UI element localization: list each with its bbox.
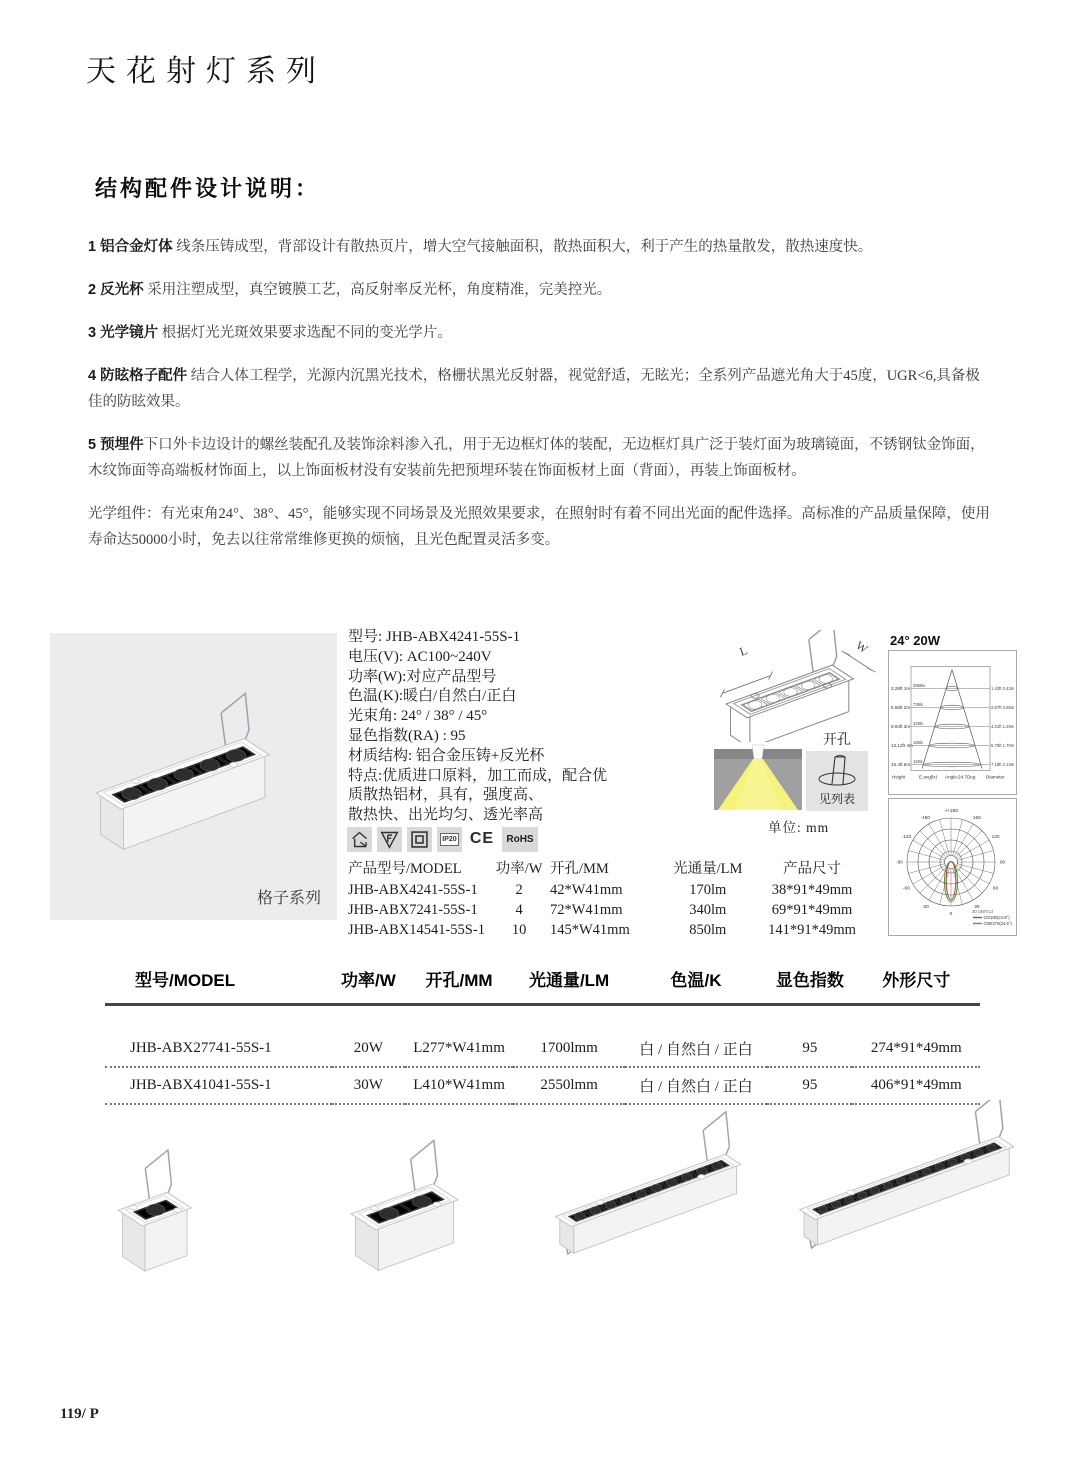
description-paragraph: 3 光学镜片 根据灯光光斑效果要求选配不同的变光学片。: [88, 325, 452, 341]
paragraph-lead: 2 反光杯: [88, 282, 144, 298]
svg-text:-90: -90: [896, 860, 903, 866]
column-header: 外形尺寸: [852, 960, 980, 1005]
svg-text:0: 0: [949, 912, 953, 918]
column-header: 开孔/MM: [550, 861, 609, 877]
svg-text:Diameter: Diameter: [986, 774, 1005, 780]
fixture-notch: [752, 745, 764, 759]
table-row: [105, 1067, 980, 1104]
spec-line: 材质结构: 铝合金压铸+反光杯: [348, 747, 545, 764]
spec-line: 显色指数(RA) : 95: [348, 727, 466, 744]
table-cell: 145*W41mm: [550, 921, 630, 938]
product-photo-10cell: [532, 1106, 777, 1278]
svg-text:C0/180(24.8°): C0/180(24.8°): [983, 915, 1010, 920]
svg-text:-150: -150: [920, 816, 931, 821]
page-number: 119/ P: [60, 1406, 99, 1422]
table-cell: 141*91*49mm: [768, 921, 856, 938]
svg-text:-/+180: -/+180: [944, 809, 958, 815]
svg-text:60: 60: [992, 886, 999, 892]
svg-text:739lx: 739lx: [913, 702, 924, 707]
dimension-label-w: W: [853, 638, 871, 657]
beam-spread-diagram: [714, 742, 802, 810]
table-cell: 2550lmm: [513, 1067, 624, 1104]
series-label: 格子系列: [256, 890, 321, 907]
spec-line: 型号: JHB-ABX4241-55S-1: [348, 629, 521, 645]
table-cell: 2: [515, 881, 523, 898]
rohs-badge: RoHS: [502, 827, 538, 852]
dimension-label-l: L: [737, 643, 750, 659]
description-paragraphs: [88, 234, 994, 570]
svg-text:328lx: 328lx: [913, 721, 924, 726]
column-header: 色温/K: [625, 960, 767, 1005]
spec-line: 色温(K):暖白/自然白/正白: [348, 688, 517, 705]
svg-text:E.avg(lx): E.avg(lx): [919, 774, 938, 780]
certification-icons: [347, 826, 538, 852]
table-cell: 406*91*49mm: [852, 1067, 980, 1104]
table-cell: L277*W41mm: [405, 1005, 514, 1068]
product-photo-1cell: [62, 1106, 287, 1291]
table-cell: 10: [511, 921, 527, 938]
table-cell: 95: [767, 1067, 852, 1104]
spec-line: 散热快、出光均匀、透光率高: [348, 807, 544, 824]
table-cell: JHB-ABX14541-55S-1: [348, 921, 485, 938]
product-photo-grid-series: [68, 663, 318, 873]
svg-text:13.12ft 4m: 13.12ft 4m: [891, 743, 913, 748]
svg-text:90: 90: [999, 860, 1006, 866]
ip20-badge: IP20: [437, 827, 462, 852]
svg-text:150: 150: [972, 816, 981, 821]
table-cell: 20W: [332, 1005, 405, 1068]
product-spec-lines: [348, 628, 693, 826]
description-paragraph: 2 反光杯 采用注塑成型，真空镀膜工艺，高反射率反光杯，角度精准，完美控光。: [88, 282, 612, 298]
svg-text:118lx: 118lx: [913, 759, 923, 764]
column-header: 光通量/LM: [673, 861, 743, 877]
column-header: 产品尺寸: [783, 861, 841, 877]
table-cell: 72*W41mm: [550, 901, 623, 918]
table-cell: 38*91*49mm: [771, 881, 853, 898]
spec-line: 电压(V): AC100~240V: [348, 648, 492, 665]
table-cell: JHB-ABX41041-55S-1: [105, 1067, 332, 1104]
see-list-label: 见列表: [818, 792, 855, 806]
section-heading: 结构配件设计说明：: [95, 176, 321, 201]
table-cell: 69*91*49mm: [771, 901, 853, 918]
description-paragraph: 1 铝合金灯体 线条压铸成型，背部设计有散热页片，增大空气接触面积，散热面积大，利于产生的热量散发，散热速度快。: [88, 239, 873, 255]
svg-text:120: 120: [991, 834, 1000, 840]
svg-text:1.43ft 0.43m: 1.43ft 0.43m: [991, 686, 1014, 691]
cutout-label: 开孔: [823, 733, 851, 748]
table-row: [348, 900, 870, 920]
table-cell: JHB-ABX4241-55S-1: [348, 881, 478, 898]
svg-text:30 UNIT:cd: 30 UNIT:cd: [972, 909, 993, 914]
svg-text:9.84ft 3m: 9.84ft 3m: [891, 724, 911, 729]
spec-line: 质散热铝材，具有，强度高、: [348, 787, 544, 804]
f-mark-triangle-icon: [377, 827, 402, 852]
description-paragraph: 4 防眩格子配件 结合人体工程学，光源内沉黑光技术，格栅状黑光反射器，视觉舒适，无眩光；全系列产品遮光角大于45度，UGR<6,具备极佳的防眩效果。: [88, 368, 980, 410]
svg-text:7.18ft 2.13m: 7.18ft 2.13m: [991, 762, 1014, 767]
table-cell: 42*W41mm: [550, 881, 623, 898]
table-cell: 95: [767, 1005, 852, 1068]
svg-text:6.56ft 2m: 6.56ft 2m: [891, 705, 911, 710]
page-title: 天花射灯系列: [86, 55, 326, 88]
column-header: 开孔/MM: [405, 960, 514, 1005]
column-header: 型号/MODEL: [105, 960, 332, 1005]
svg-text:C90/270(24.6°): C90/270(24.6°): [983, 921, 1012, 926]
beam-cone-diagram: [888, 650, 1017, 795]
table-row: [105, 1005, 980, 1068]
paragraph-lead: 5 预埋件: [88, 437, 144, 453]
product-photo-14cell: [780, 1100, 1045, 1270]
svg-text:30: 30: [974, 905, 980, 911]
svg-text:2.87ft 0.85m: 2.87ft 0.85m: [991, 705, 1014, 710]
series-photo-box: [50, 633, 337, 920]
paragraph-lead: 1 铝合金灯体: [88, 239, 173, 255]
table-cell: 340lm: [689, 901, 727, 918]
cutout-diagram: [806, 751, 868, 811]
product-spec-table: [105, 960, 980, 1105]
column-header: 产品型号/MODEL: [348, 861, 462, 877]
paragraph-lead: 3 光学镜片: [88, 325, 159, 341]
description-paragraph: 5 预埋件下口外卡边设计的螺丝装配孔及装饰涂料渗入孔，用于无边框灯体的装配，无边框灯具广泛于装灯面为玻璃镜面，不锈钢钛金饰面，木纹饰面等高端板材饰面上，以上饰面板材没有安装前先把预埋环装在饰面板材上面（背面），再装上饰面板材。: [88, 437, 985, 479]
optics-note: 光学组件：有光束角24°、38°、45°，能够实现不同场景及光照效果要求，在照射时有着不同出光面的配件选择。高标准的产品质量保障，使用寿命达50000小时，免去以往常常维修更换的烦恼，且光色配置灵活多变。: [88, 506, 990, 548]
table-cell: 白 / 自然白 / 正白: [625, 1067, 767, 1104]
mini-spec-table: [348, 855, 870, 940]
column-header: 功率/W: [495, 861, 543, 877]
table-cell: 白 / 自然白 / 正白: [625, 1005, 767, 1068]
table-cell: 30W: [332, 1067, 405, 1104]
table-cell: 4: [515, 901, 523, 918]
unit-label: 单位: mm: [768, 820, 830, 835]
table-cell: 1700lmm: [513, 1005, 624, 1068]
svg-text:2956lx: 2956lx: [913, 683, 926, 688]
column-header: 显色指数: [767, 960, 852, 1005]
svg-text:4.31ft 1.28m: 4.31ft 1.28m: [991, 724, 1014, 729]
table-cell: 274*91*49mm: [852, 1005, 980, 1068]
column-header: 功率/W: [332, 960, 405, 1005]
product-photo-2cell: [305, 1112, 545, 1282]
svg-text:-120: -120: [901, 834, 912, 840]
svg-text:5.75ft 1.70m: 5.75ft 1.70m: [991, 743, 1014, 748]
ce-mark-icon: CE: [469, 830, 495, 847]
svg-text:Height: Height: [892, 774, 906, 780]
table-cell: L410*W41mm: [405, 1067, 514, 1104]
table-row: [348, 880, 870, 900]
table-cell: JHB-ABX27741-55S-1: [105, 1005, 332, 1068]
spec-line: 特点:优质进口原料，加工而成，配合优: [348, 767, 608, 784]
polar-curve-diagram: [888, 798, 1017, 936]
table-cell: 850lm: [689, 921, 727, 938]
double-insulation-icon: [407, 827, 432, 852]
svg-text:-30: -30: [921, 905, 929, 911]
recessed-mount-icon: [347, 827, 372, 852]
svg-text:-60: -60: [902, 886, 910, 892]
svg-text:185lx: 185lx: [913, 740, 924, 745]
spec-line: 光束角: 24° / 38° / 45°: [348, 708, 488, 725]
table-cell: 170lm: [689, 881, 727, 898]
cone-diagram-title: 24° 20W: [890, 633, 941, 648]
svg-text:3.28ft 1m: 3.28ft 1m: [891, 686, 911, 691]
table-row: [348, 920, 870, 940]
spec-line: 功率(W):对应产品型号: [348, 668, 497, 685]
paragraph-lead: 4 防眩格子配件: [88, 368, 188, 384]
svg-text:Angle:24.7Deg: Angle:24.7Deg: [945, 774, 976, 780]
column-header: 光通量/LM: [513, 960, 624, 1005]
table-cell: JHB-ABX7241-55S-1: [348, 901, 478, 918]
svg-text:16.4ft 5m: 16.4ft 5m: [891, 762, 911, 767]
